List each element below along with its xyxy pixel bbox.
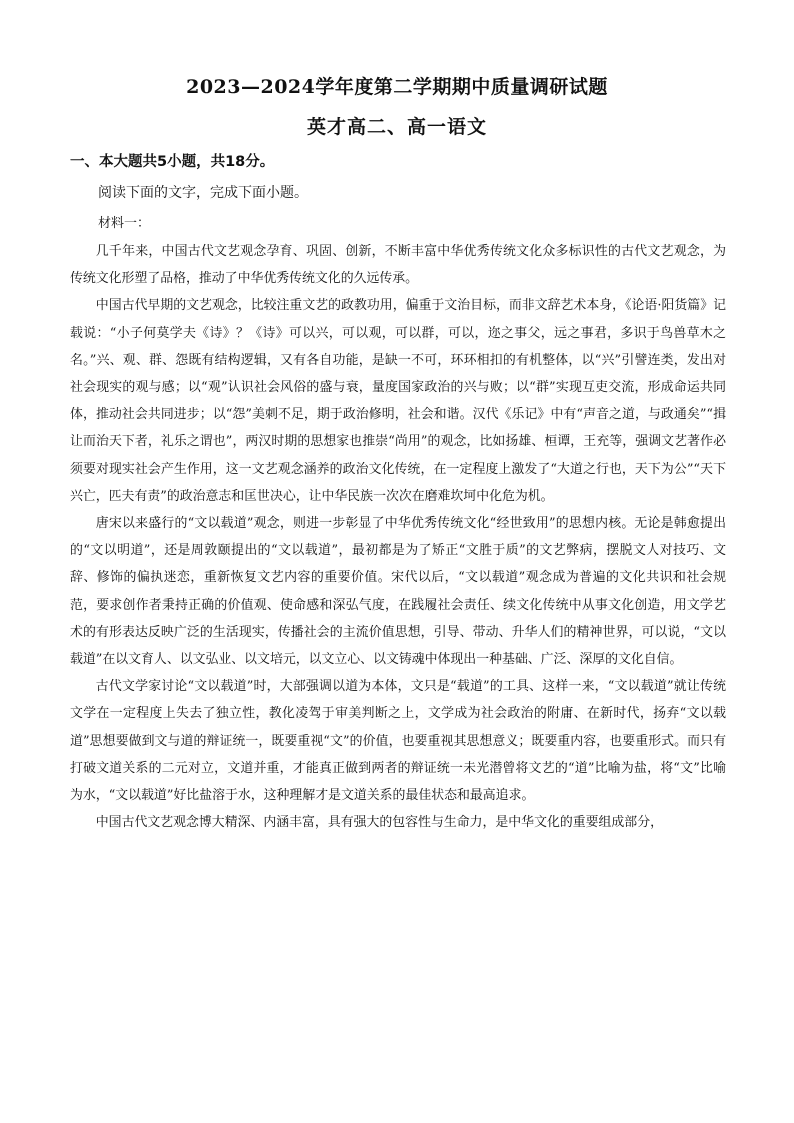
paragraph: 几千年来，中国古代文艺观念孕育、巩固、创新，不断丰富中华优秀传统文化众多标识性的古代文艺观念，为传统文化形塑了品格，推动了中华优秀传统文化的久远传承。: [70, 244, 726, 287]
section-heading: 一、本大题共5小题，共18分。: [70, 154, 275, 170]
paragraph: 唐宋以来盛行的“文以载道”观念，则进一步彰显了中华优秀传统文化“经世致用”的思想内核。无论是韩愈提出的“文以明道”，还是周敦颐提出的“文以载道”，最初都是为了矫正“文胜于质”的文艺弊病，摆脱文人对技巧、文辞、修饰的偏执迷恋，重新恢复文艺内容的重要价值。宋代以后，“文以载道”观念成为普遍的文化共识和社会规范，要求创作者秉持正确的价值观、使命感和深弘气度，在践履社会责任、续文化传统中从事文化创造，用文学艺术的有形表达反映广泛的生活现实，传播社会的主流价值思想，引导、带动、升华人们的精神世界，可以说，“文以载道”在以文育人、以文弘业、以文培元，以文立心、以文铸魂中体现出一种基础、广泛、深厚的文化自信。: [70, 516, 726, 668]
reading-instruction: 阅读下面的文字，完成下面小题。: [98, 185, 308, 201]
paragraph: 古代文学家讨论“文以载道”时，大部强调以道为本体，文只是“载道”的工具、这样一来，“文以载道”就让传统文学在一定程度上失去了独立性，教化凌驾于审美判断之上，文学成为社会政治的附庸、在新时代，扬弃“文以载道”思想要做到文与道的辩证统一，既要重视“文”的价值，也要重视其思想意义；既要重内容，也要重形式。而只有打破文道关系的二元对立，文道并重，才能真正做到两者的辩证统一未光潜曾将文艺的“道”比喻为盐，将“文”比喻为水，“文以载道”好比盐溶于水，这种理解才是文道关系的最佳状态和最高追求。: [70, 679, 726, 804]
document-subtitle: 英才高二、高一语文: [306, 116, 487, 138]
material-label: 材料一：: [98, 216, 151, 231]
passage-body: [70, 238, 726, 836]
document-title: 2023—2024学年度第二学期期中质量调研试题: [186, 76, 608, 98]
paragraph: 中国古代早期的文艺观念，比较注重文艺的政教功用，偏重于文治目标，而非文辞艺术本身，《论语·阳货篇》记载说：“小子何莫学夫《诗》？《诗》可以兴，可以观，可以群，可以，迩之事父，远之事君，多识于鸟兽草木之名。”兴、观、群、怨既有结构逻辑，又有各自功能，是缺一不可，环环相扣的有机整体，以“兴”引譬连类，发出对社会现实的观与感；以“观”认识社会风俗的盛与衰，量度国家政治的兴与败；以“群”实现互吏交流，形成命运共同体，推动社会共同进步；以“怨”美刺不足，期于政治修明，社会和谐。汉代《乐记》中有“声音之道，与政通矣”“揖让而治天下者，礼乐之谓也”，两汉时期的思想家也推崇“尚用”的观念，比如扬雄、桓谭，王充等，强调文艺著作必须要对现实社会产生作用，这一文艺观念涵养的政治文化传统，在一定程度上激发了“大道之行也，天下为公”“天下兴亡，匹夫有责”的政治意志和匡世决心，让中华民族一次次在磨难坎坷中化危为机。: [70, 298, 726, 504]
paragraph: 中国古代文艺观念博大精深、内涵丰富，具有强大的包容性与生命力，是中华文化的重要组成部分，: [95, 815, 663, 831]
